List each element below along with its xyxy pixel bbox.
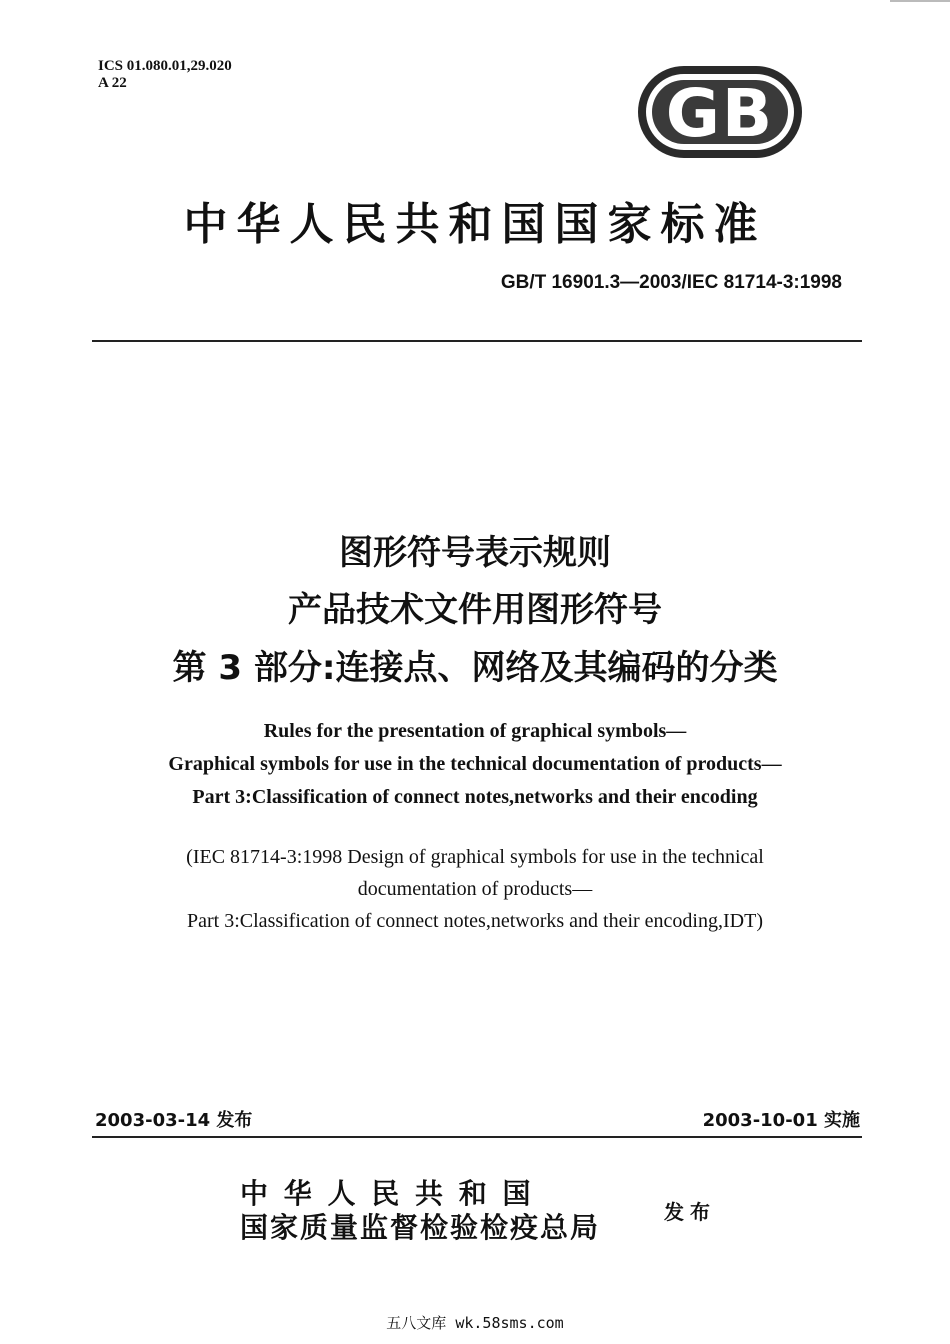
title-en-line-1: Rules for the presentation of graphical symbols— (263, 720, 687, 742)
title-cn-line-3: 第 3 部分:连接点、网络及其编码的分类 (172, 648, 778, 688)
issue-word: 发布 (664, 1200, 716, 1224)
title-en-line-2: Graphical symbols for use in the technical documentation of products— (168, 753, 782, 775)
classification-codes (98, 58, 232, 92)
title-en-line-3: Part 3:Classification of connect notes,networks and their encoding (192, 786, 758, 808)
ccs-code: A 22 (98, 75, 127, 91)
standard-number: GB/T 16901.3—2003/IEC 81714-3:1998 (500, 272, 842, 293)
issuer-line-1: 中 华 人 民 共 和 国 (240, 1177, 534, 1210)
idt-line-1: (IEC 81714-3:1998 Design of graphical symbols for use in the technical (186, 846, 764, 868)
idt-line-2: documentation of products— (357, 878, 593, 900)
issuer-line-2: 国家质量监督检验检疫总局 (240, 1211, 601, 1244)
implement-date: 2003-10-01 实施 (702, 1110, 860, 1131)
national-standard-title: 中华人民共和国国家标准 (183, 199, 767, 250)
corner-mark (890, 0, 950, 2)
title-cn-line-1: 图形符号表示规则 (339, 533, 611, 573)
header-divider (92, 340, 862, 342)
publish-date: 2003-03-14 发布 (95, 1110, 253, 1131)
ics-code: ICS 01.080.01,29.020 (98, 58, 232, 74)
gb-logo (636, 64, 804, 160)
gb-logo-text: GB (665, 75, 775, 152)
footer-divider (92, 1136, 862, 1138)
title-cn-line-2: 产品技术文件用图形符号 (288, 590, 662, 630)
idt-line-3: Part 3:Classification of connect notes,networks and their encoding,IDT) (187, 910, 763, 932)
watermark-footer: 五八文库 wk.58sms.com (386, 1314, 564, 1332)
